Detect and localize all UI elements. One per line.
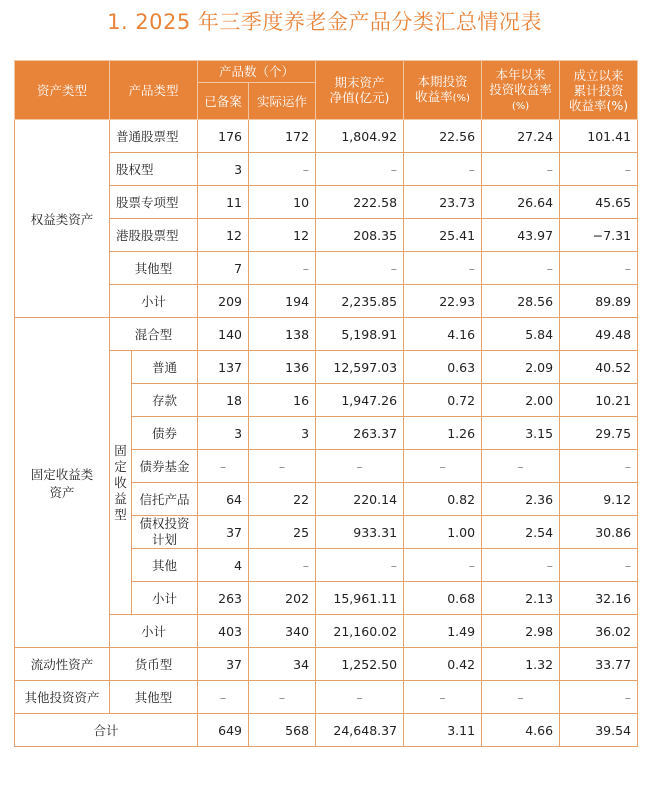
table-row	[15, 648, 638, 681]
cell-ytd: 28.56	[482, 285, 560, 318]
cell-nav: 220.14	[316, 483, 404, 516]
cell-operating: 194	[249, 285, 316, 318]
cell-period: 0.42	[404, 648, 482, 681]
cell-nav: 208.35	[316, 219, 404, 252]
cell-operating: –	[249, 252, 316, 285]
cell-ytd: 2.00	[482, 384, 560, 417]
pension-product-summary-table	[14, 60, 638, 747]
cell-since: –	[560, 450, 638, 483]
table-row	[15, 120, 638, 153]
cell-nav: 222.58	[316, 186, 404, 219]
cell-operating: –	[249, 549, 316, 582]
cell-since: 9.12	[560, 483, 638, 516]
cell-operating: 22	[249, 483, 316, 516]
cell-period: 1.26	[404, 417, 482, 450]
table-row	[15, 681, 638, 714]
row-name: 混合型	[110, 318, 198, 351]
cell-period: –	[404, 549, 482, 582]
cell-filed: 649	[198, 714, 249, 747]
cell-nav: 5,198.91	[316, 318, 404, 351]
cell-operating: –	[249, 153, 316, 186]
row-name: 其他型	[110, 681, 198, 714]
row-name: 小计	[110, 615, 198, 648]
cell-ytd: 1.32	[482, 648, 560, 681]
header-nav: 期末资产 净值(亿元)	[316, 61, 404, 120]
cell-period: 22.93	[404, 285, 482, 318]
row-name: 股票专项型	[110, 186, 198, 219]
header-filed: 已备案	[198, 83, 249, 120]
cell-operating: 202	[249, 582, 316, 615]
cell-filed: 11	[198, 186, 249, 219]
cell-operating: 10	[249, 186, 316, 219]
cell-period: –	[404, 450, 482, 483]
cell-ytd: 43.97	[482, 219, 560, 252]
cell-since: 101.41	[560, 120, 638, 153]
cell-nav: 21,160.02	[316, 615, 404, 648]
header-product-type: 产品类型	[110, 61, 198, 120]
cell-ytd: 2.54	[482, 516, 560, 549]
cell-filed: 137	[198, 351, 249, 384]
row-name: 普通	[132, 351, 198, 384]
cell-since: 36.02	[560, 615, 638, 648]
cell-filed: –	[198, 450, 249, 483]
cell-ytd: –	[482, 252, 560, 285]
cell-since: 10.21	[560, 384, 638, 417]
cell-nav: –	[316, 450, 404, 483]
row-name: 其他	[132, 549, 198, 582]
cell-period: –	[404, 153, 482, 186]
cell-since: –	[560, 549, 638, 582]
cell-operating: 12	[249, 219, 316, 252]
cell-filed: 37	[198, 648, 249, 681]
row-name: 信托产品	[132, 483, 198, 516]
table-row	[15, 318, 638, 351]
cell-filed: 3	[198, 417, 249, 450]
cell-nav: 12,597.03	[316, 351, 404, 384]
cell-operating: 172	[249, 120, 316, 153]
cell-period: –	[404, 681, 482, 714]
cell-period: –	[404, 252, 482, 285]
table-row-total	[15, 714, 638, 747]
cell-since: −7.31	[560, 219, 638, 252]
cell-period: 3.11	[404, 714, 482, 747]
cell-period: 22.56	[404, 120, 482, 153]
row-name: 债权投资 计划	[132, 516, 198, 549]
cell-filed: 3	[198, 153, 249, 186]
cell-nav: –	[316, 549, 404, 582]
group-fixed-income: 固定收益类 资产	[15, 318, 110, 648]
cell-since: 49.48	[560, 318, 638, 351]
cell-ytd: –	[482, 450, 560, 483]
row-name: 小计	[132, 582, 198, 615]
header-asset-type: 资产类型	[15, 61, 110, 120]
cell-ytd: 2.09	[482, 351, 560, 384]
row-name: 股权型	[110, 153, 198, 186]
cell-ytd: –	[482, 681, 560, 714]
cell-since: –	[560, 153, 638, 186]
cell-operating: 568	[249, 714, 316, 747]
row-name: 小计	[110, 285, 198, 318]
cell-ytd: –	[482, 153, 560, 186]
cell-since: 30.86	[560, 516, 638, 549]
cell-operating: 340	[249, 615, 316, 648]
cell-filed: 176	[198, 120, 249, 153]
cell-since: –	[560, 252, 638, 285]
row-name: 普通股票型	[110, 120, 198, 153]
cell-since: 39.54	[560, 714, 638, 747]
cell-nav: –	[316, 252, 404, 285]
cell-since: 89.89	[560, 285, 638, 318]
cell-since: 40.52	[560, 351, 638, 384]
cell-operating: 25	[249, 516, 316, 549]
cell-operating: 3	[249, 417, 316, 450]
row-name: 存款	[132, 384, 198, 417]
cell-period: 23.73	[404, 186, 482, 219]
row-name: 债券	[132, 417, 198, 450]
cell-operating: 34	[249, 648, 316, 681]
cell-period: 0.82	[404, 483, 482, 516]
cell-since: –	[560, 681, 638, 714]
cell-period: 0.68	[404, 582, 482, 615]
cell-ytd: 2.36	[482, 483, 560, 516]
cell-since: 33.77	[560, 648, 638, 681]
summary-table-container	[14, 60, 637, 747]
row-name: 其他型	[110, 252, 198, 285]
cell-ytd: 4.66	[482, 714, 560, 747]
header-operating: 实际运作	[249, 83, 316, 120]
cell-operating: –	[249, 450, 316, 483]
cell-period: 25.41	[404, 219, 482, 252]
cell-filed: 37	[198, 516, 249, 549]
cell-since: 45.65	[560, 186, 638, 219]
cell-nav: –	[316, 153, 404, 186]
cell-nav: 1,804.92	[316, 120, 404, 153]
cell-nav: 1,947.26	[316, 384, 404, 417]
cell-nav: 263.37	[316, 417, 404, 450]
cell-ytd: –	[482, 549, 560, 582]
cell-ytd: 2.98	[482, 615, 560, 648]
cell-ytd: 2.13	[482, 582, 560, 615]
page-title: 1. 2025 年三季度养老金产品分类汇总情况表	[107, 10, 542, 34]
cell-nav: 1,252.50	[316, 648, 404, 681]
cell-nav: 933.31	[316, 516, 404, 549]
header-ytd-return: 本年以来 投资收益率 (%)	[482, 61, 560, 120]
cell-filed: 18	[198, 384, 249, 417]
cell-ytd: 27.24	[482, 120, 560, 153]
cell-since: 29.75	[560, 417, 638, 450]
grand-total-label: 合计	[15, 714, 198, 747]
cell-period: 4.16	[404, 318, 482, 351]
cell-filed: 7	[198, 252, 249, 285]
group-equity: 权益类资产	[15, 120, 110, 318]
cell-operating: 16	[249, 384, 316, 417]
cell-filed: 64	[198, 483, 249, 516]
cell-filed: –	[198, 681, 249, 714]
cell-nav: 2,235.85	[316, 285, 404, 318]
cell-period: 0.63	[404, 351, 482, 384]
cell-filed: 12	[198, 219, 249, 252]
cell-filed: 209	[198, 285, 249, 318]
cell-since: 32.16	[560, 582, 638, 615]
cell-period: 0.72	[404, 384, 482, 417]
header-period-return: 本期投资 收益率(%)	[404, 61, 482, 120]
cell-nav: –	[316, 681, 404, 714]
cell-operating: 136	[249, 351, 316, 384]
cell-filed: 140	[198, 318, 249, 351]
cell-nav: 24,648.37	[316, 714, 404, 747]
cell-ytd: 3.15	[482, 417, 560, 450]
cell-filed: 403	[198, 615, 249, 648]
cell-filed: 263	[198, 582, 249, 615]
cell-ytd: 26.64	[482, 186, 560, 219]
group-fixed-income-sub: 固 定 收 益 型	[110, 351, 132, 615]
row-name: 货币型	[110, 648, 198, 681]
cell-nav: 15,961.11	[316, 582, 404, 615]
group-liquidity: 流动性资产	[15, 648, 110, 681]
row-name: 债券基金	[132, 450, 198, 483]
cell-period: 1.00	[404, 516, 482, 549]
group-other-investment: 其他投资资产	[15, 681, 110, 714]
cell-operating: 138	[249, 318, 316, 351]
cell-filed: 4	[198, 549, 249, 582]
header-since-inception-return: 成立以来 累计投资 收益率(%)	[560, 61, 638, 120]
cell-ytd: 5.84	[482, 318, 560, 351]
cell-period: 1.49	[404, 615, 482, 648]
cell-operating: –	[249, 681, 316, 714]
header-product-count: 产品数（个）	[198, 61, 316, 83]
row-name: 港股股票型	[110, 219, 198, 252]
